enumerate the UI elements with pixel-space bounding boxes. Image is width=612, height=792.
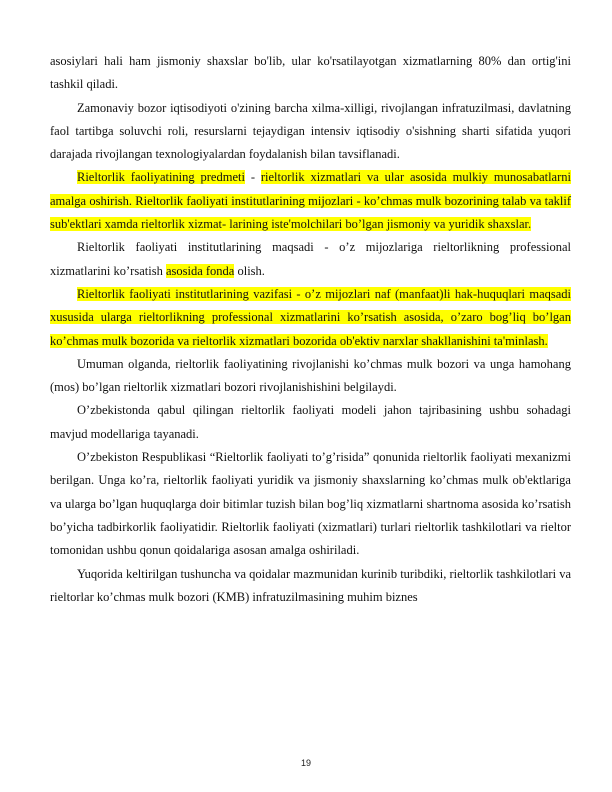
text-segment: olish. (234, 263, 265, 278)
paragraph-9: Yuqorida keltirilgan tushuncha va qoidalar mazmunidan kurinib turibdiki, rieltorlik tashkilotlari va rieltorlar ko’chmas mulk bozori (KMB) infratuzilmasining muhim biznes (50, 566, 571, 604)
highlight-definition: rieltorlik xizmatlari va ular asosida mulkiy munosabatlarni amalga oshirish. Rieltorlik faoliyati institutlarining mijozlari - ko’chmas mulk bozorining talab va taklif sub'ektlari xamda rieltorlik xizmat- larining iste'molchilari bo’lgan jismoniy va yuridik shaxslar. (50, 170, 571, 232)
paragraph-4 (50, 236, 571, 283)
highlight-predmeti: Rieltorlik faoliyatining predmeti (77, 170, 245, 185)
separator: - (244, 170, 261, 185)
page-number: 19 (300, 758, 311, 768)
document-page (50, 50, 571, 609)
text-segment: Rieltorlik faoliyati institutlarining maqsadi - o’z mijozlariga rieltorlikning professional xizmatlarini ko’rsatish (50, 240, 571, 278)
paragraph-5 (50, 283, 571, 353)
paragraph-8: O’zbekiston Respublikasi “Rieltorlik faoliyati to’g’risida” qonunida rieltorlik faoliyati mexanizmi berilgan. Unga ko’ra, rieltorlik faoliyati yuridik va jismoniy shaxslarning ko’chmas mulk ob'ektlariga va ularga bo’lgan huquqlarga doir bitimlar tuzish bilan bog’liq xizmatlarni shartnoma asosida ko’rsatish bo’yicha tadbirkorlik faoliyatidir. Rieltorlik faoliyati (xizmatlari) turlari rieltorlik tashkilotlari va rieltor tomonidan ushbu qonun qoidalariga asosan amalga oshiriladi. (50, 450, 571, 558)
paragraph-6: Umuman olganda, rieltorlik faoliyatining rivojlanishi ko’chmas mulk bozori va unga hamohang (mos) bo’lgan rieltorlik xizmatlari bozori rivojlanishishini belgilaydi. (50, 356, 571, 395)
paragraph-3 (50, 166, 571, 236)
paragraph-2: Zamonaviy bozor iqtisodiyoti o'zining barcha xilma-xilligi, rivojlangan infratuzilmasi, davlatning faol tartibga soluvchi roli, resurslarni tejaydigan intensiv iqtisodiy o'sishning sharti sifatida yuqori darajada rivojlangan texnologiyalardan foydalanish bilan tavsiflanadi. (50, 100, 571, 162)
paragraph-7: O’zbekistonda qabul qilingan rieltorlik faoliyati modeli jahon tajribasining ushbu sohadagi mavjud modellariga tayanadi. (50, 403, 571, 441)
highlight-vazifasi: Rieltorlik faoliyati institutlarining vazifasi - o’z mijozlari naf (manfaat)li hak-huquqlari maqsadi xususida ularga rieltorlikning professional xizmatlarini ko’rsatish asosida, o’zaro bog’liq bo’lgan ko’chmas mulk bozorida va rieltorlik xizmatlari bozorida ob'ektiv narxlar shakllanishini ta'minlash. (50, 286, 571, 348)
highlight-fonda: asosida fonda (165, 263, 235, 278)
paragraph-1: asosiylari hali ham jismoniy shaxslar bo'lib, ular ko'rsatilayotgan xizmatlarning 80% dan ortig'ini tashkil qiladi. (50, 54, 571, 92)
